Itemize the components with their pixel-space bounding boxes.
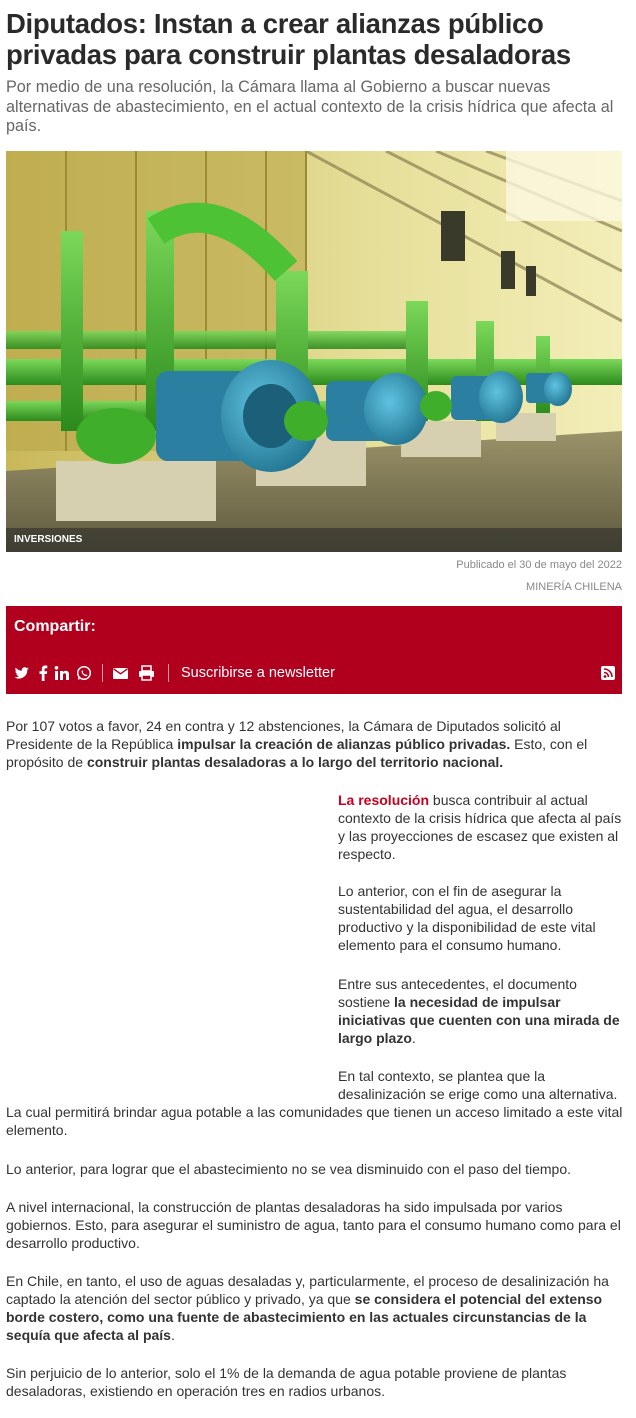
- body-emphasis: la necesidad de impulsar iniciativas que cuenten con una mirada de largo plazo: [338, 994, 620, 1046]
- body-paragraph-7: A nivel internacional, la construcción de plantas desaladoras ha sido impulsada por varios gobiernos. Esto, para asegurar el suministro de agua, tanto para el consumo humano como para el desarrollo productivo.: [6, 1199, 621, 1251]
- image-category-tag[interactable]: [6, 528, 622, 552]
- body-text: .: [411, 1030, 416, 1046]
- body-paragraph-2: [338, 791, 626, 863]
- body-text: Entre sus antecedentes, el documento sostiene: [338, 976, 577, 1010]
- publish-date: Publicado el 30 de mayo del 2022: [456, 559, 622, 571]
- email-icon[interactable]: [112, 664, 129, 682]
- body-text: Esto, con el propósito de: [6, 736, 588, 770]
- body-emphasis: construir plantas desaladoras a lo largo del territorio nacional.: [86, 754, 504, 770]
- print-icon[interactable]: [138, 664, 155, 682]
- resolution-link[interactable]: La resolución: [338, 792, 430, 808]
- body-paragraph-5c: La cual permitirá brindar agua potable a las comunidades que tienen un acceso limitado a este vital elemento.: [6, 1104, 623, 1138]
- body-paragraph-1: [6, 717, 624, 771]
- body-paragraph-5a: En tal contexto, se plantea que la: [338, 1068, 546, 1084]
- rss-icon[interactable]: [600, 664, 616, 682]
- body-paragraph-3: Lo anterior, con el fin de asegurar la sustentabilidad del agua, el desarrollo productivo y la disponibilidad de este vital elemento para el consumo humano.: [338, 883, 596, 953]
- article-title: Diputados: Instan a crear alianzas público privadas para construir plantas desaladoras: [6, 8, 571, 70]
- body-paragraph-9: Sin perjuicio de lo anterior, solo el 1% de la demanda de agua potable proviene de plantas desaladoras, existiendo en operación tres en radios urbanos.: [6, 1365, 567, 1399]
- linkedin-icon[interactable]: [54, 664, 70, 682]
- article-photo: [6, 151, 622, 552]
- twitter-icon[interactable]: [14, 664, 30, 682]
- image-category-label: INVERSIONES: [14, 534, 83, 545]
- body-paragraph-4: [338, 975, 626, 1047]
- share-label: Compartir:: [14, 618, 96, 635]
- facebook-icon[interactable]: [38, 664, 48, 682]
- article-subtitle: Por medio de una resolución, la Cámara llama al Gobierno a buscar nuevas alternativas de abastecimiento, en el actual contexto de la crisis hídrica que afecta al país.: [6, 78, 614, 135]
- newsletter-link[interactable]: Suscribirse a newsletter: [181, 665, 335, 681]
- pump-room-image: [6, 151, 622, 552]
- share-icons: [14, 664, 614, 682]
- share-divider: [168, 664, 169, 682]
- article-source: MINERÍA CHILENA: [526, 581, 622, 593]
- body-text: Por 107 votos a favor, 24 en contra y 12 abstenciones, la Cámara de Diputados solicitó al Presidente de la República: [6, 718, 561, 752]
- body-emphasis: se considera el potencial del extenso borde costero, como una fuente de abastecimiento en las actuales circunstancias de la sequía que afecta al país: [6, 1291, 603, 1343]
- body-emphasis: impulsar la creación de alianzas público privadas.: [177, 736, 511, 752]
- body-paragraph-5b: desalinización se erige como una alternativa.: [338, 1086, 618, 1102]
- share-divider: [102, 664, 103, 682]
- share-bar: [6, 606, 622, 694]
- whatsapp-icon[interactable]: [76, 664, 92, 682]
- body-paragraph-6: Lo anterior, para lograr que el abastecimiento no se vea disminuido con el paso del tiempo.: [6, 1161, 572, 1177]
- body-text: En Chile, en tanto, el uso de aguas desaladas y, particularmente, el proceso de desalinización ha captado la atención del sector público y privado, ya que: [6, 1273, 609, 1307]
- body-paragraph-8: [6, 1272, 626, 1344]
- body-text: busca contribuir al actual contexto de la crisis hídrica que afecta al país y las proyecciones de escasez que existen al respecto.: [338, 792, 622, 862]
- body-text: .: [170, 1327, 175, 1343]
